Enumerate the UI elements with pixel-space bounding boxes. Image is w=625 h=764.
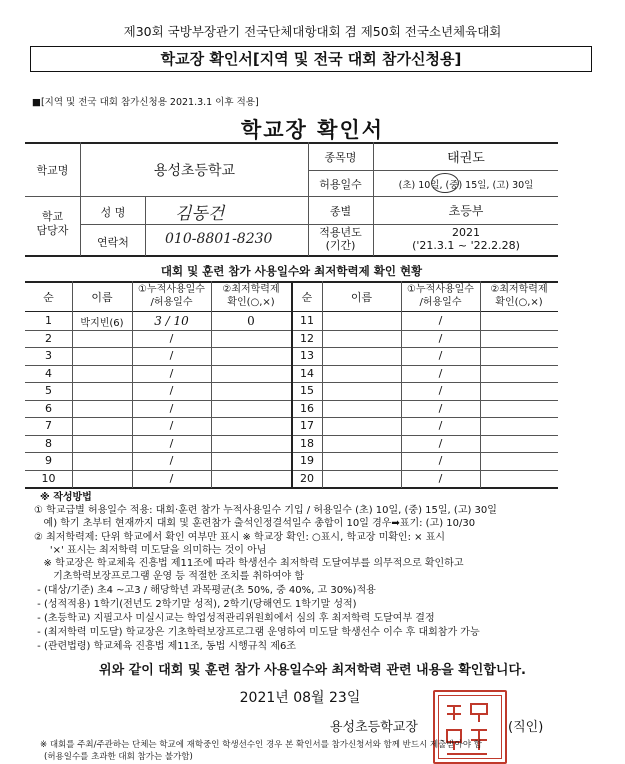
row-number-right: 18 (300, 436, 314, 450)
row-number: 9 (45, 454, 52, 467)
note-line: 예) 학기 초부터 현재까지 대회 및 훈련참가 출석인정결석일수 총합이 10일 경우➡표기: (고) 10/30 (34, 518, 476, 529)
row-number-right: 20 (300, 471, 314, 485)
row-number-right: 12 (300, 331, 314, 345)
row-days: / (169, 419, 174, 432)
header-name-right: 이름 (350, 291, 373, 304)
row-number-right: 16 (300, 401, 314, 415)
note-line: 기초학력보장프로그램 운영 등 적절한 조치를 취하여야 함 (34, 571, 304, 582)
row-days: / (169, 471, 174, 485)
note-line: '×' 표시는 최저학력 미도달을 의미하는 것이 아님 (34, 545, 267, 556)
principal-name: 용성초등학교장 (330, 720, 418, 735)
note-line: - (관련법령) 학교체육 진흥법 제11조, 동법 시행규칙 제6조 (34, 641, 296, 652)
row-days: 3 / 10 (154, 314, 189, 328)
row-days: / (169, 454, 174, 467)
footer-note-2: (허용일수를 초과한 대회 참가는 불가함) (44, 752, 193, 762)
header-name-left: 이름 (91, 291, 113, 304)
seal-suffix: (직인) (508, 720, 544, 735)
confirm-statement: 위와 같이 대회 및 훈련 참가 사용일수와 최저학력 관련 내용을 확인합니다. (99, 663, 526, 678)
row-number: 1 (45, 314, 52, 327)
row-days-right: / (438, 314, 443, 327)
row-number-right: 13 (300, 349, 314, 362)
note-line: - (초등학교) 지필고사 미실시교는 학업성적관리위원회에서 심의 후 최저학력 도달여부 결정 (34, 613, 435, 624)
row-check: 0 (247, 314, 255, 328)
row-number: 10 (41, 471, 56, 485)
row-number: 4 (45, 366, 52, 380)
name-label: 성 명 (100, 206, 126, 219)
row-days-right: / (438, 436, 443, 450)
school-label: 학교명 (36, 164, 69, 177)
boxed-title (30, 46, 592, 72)
school-seal-stamp (433, 690, 507, 764)
row-days: / (169, 401, 174, 415)
row-number: 3 (45, 349, 52, 362)
period-label: 적용년도 (기간) (319, 226, 362, 252)
row-days-right: / (438, 366, 443, 380)
row-number: 6 (45, 401, 52, 415)
header-check-left: ②최저학력제 확인(○,×) (222, 284, 280, 308)
contact-value: 010-8801-8230 (165, 231, 273, 247)
header-days-left: ①누적사용일수 /허용일수 (138, 284, 205, 308)
contact-label: 연락처 (97, 236, 129, 249)
row-number: 2 (45, 331, 52, 345)
row-days-right: / (438, 331, 443, 345)
allowed-label: 허용일수 (319, 178, 362, 191)
header-check-right: ②최저학력제 확인(○,×) (490, 284, 548, 308)
document-title: 학교장 확인서 (240, 118, 385, 142)
allowed-value: (초) 10일, (중) 15일, (고) 30일 (398, 180, 534, 191)
note-line: ① 학교급별 허용일수 적용: 대회·훈련 참가 누적사용일수 기입 / 허용일수 (초) 10일, (중) 15일, (고) 30일 (34, 505, 497, 516)
note-line: - (대상/기준) 초4 ~고3 / 해당학년 과목평균(초 50%, 중 40%, 고 30%)적용 (34, 585, 376, 596)
footer-note-1: ※ 대회를 주최/주관하는 단체는 학교에 재학중인 학생선수인 경우 본 확인서를 참가신청서와 함께 반드시 제출받아야 함 (40, 740, 482, 750)
row-number-right: 14 (300, 366, 314, 380)
row-days-right: / (438, 471, 443, 485)
note-line: ② 최저학력제: 단위 학교에서 확인 여부만 표시 ※ 학교장 확인: ○표시, 학교장 미확인: × 표시 (34, 532, 446, 543)
row-number: 5 (45, 384, 52, 397)
notes-heading: ※ 작성방법 (40, 492, 92, 503)
row-number-right: 15 (300, 384, 314, 397)
header-num-right: 순 (301, 291, 313, 304)
row-days-right: / (438, 384, 443, 397)
row-days-right: / (438, 454, 443, 467)
category-label: 종별 (329, 205, 352, 218)
officer-label: 학교 담당자 (36, 210, 69, 237)
category-value: 초등부 (448, 204, 484, 218)
row-number-right: 17 (300, 419, 314, 432)
row-name: 박지빈(6) (80, 318, 124, 329)
row-number: 7 (45, 419, 52, 432)
row-number: 8 (45, 436, 52, 450)
note-line: ※ 학교장은 학교체육 진흥법 제11조에 따라 학생선수 최저학력 도달여부를 의무적으로 확인하고 (34, 558, 464, 569)
row-days: / (169, 349, 174, 362)
row-number-right: 11 (300, 314, 314, 327)
circle-mark (431, 173, 459, 193)
period-value: 2021 ('21.3.1 ~ '22.2.28) (412, 226, 520, 252)
info-table (25, 142, 558, 257)
row-number-right: 19 (300, 454, 314, 467)
row-days-right: / (438, 419, 443, 432)
event-label: 종목명 (324, 151, 357, 164)
row-days-right: / (438, 401, 443, 415)
document-date: 2021년 08월 23일 (239, 690, 361, 706)
school-value: 용성초등학교 (153, 163, 236, 179)
header-days-right: ①누적사용일수 /허용일수 (407, 284, 474, 308)
subnote: ■[지역 및 전국 대회 참가신청용 2021.3.1 이후 적용] (32, 97, 259, 108)
event-value: 태권도 (447, 151, 485, 166)
note-line: - (성적적용) 1학기(전년도 2학기말 성적), 2학기(당해연도 1학기말 성적) (34, 599, 357, 610)
row-days: / (169, 384, 174, 397)
note-line: - (최저학력 미도달) 학교장은 기초학력보장프로그램 운영하여 미도달 학생선수 이수 후 대회참가 가능 (34, 627, 480, 638)
row-days: / (169, 331, 174, 345)
boxed-title-text: 학교장 확인서[지역 및 전국 대회 참가신청용] (160, 50, 462, 68)
header-num-left: 순 (43, 291, 54, 304)
row-days: / (169, 366, 174, 380)
row-days-right: / (438, 349, 443, 362)
name-value: 김동건 (175, 204, 225, 224)
usage-table (25, 281, 558, 488)
table-title: 대회 및 훈련 참가 사용일수와 최저학력제 확인 현황 (160, 264, 423, 278)
row-days: / (169, 436, 174, 450)
supertitle: 제30회 국방부장관기 전국단체대항대회 겸 제50회 전국소년체육대회 (123, 24, 502, 39)
